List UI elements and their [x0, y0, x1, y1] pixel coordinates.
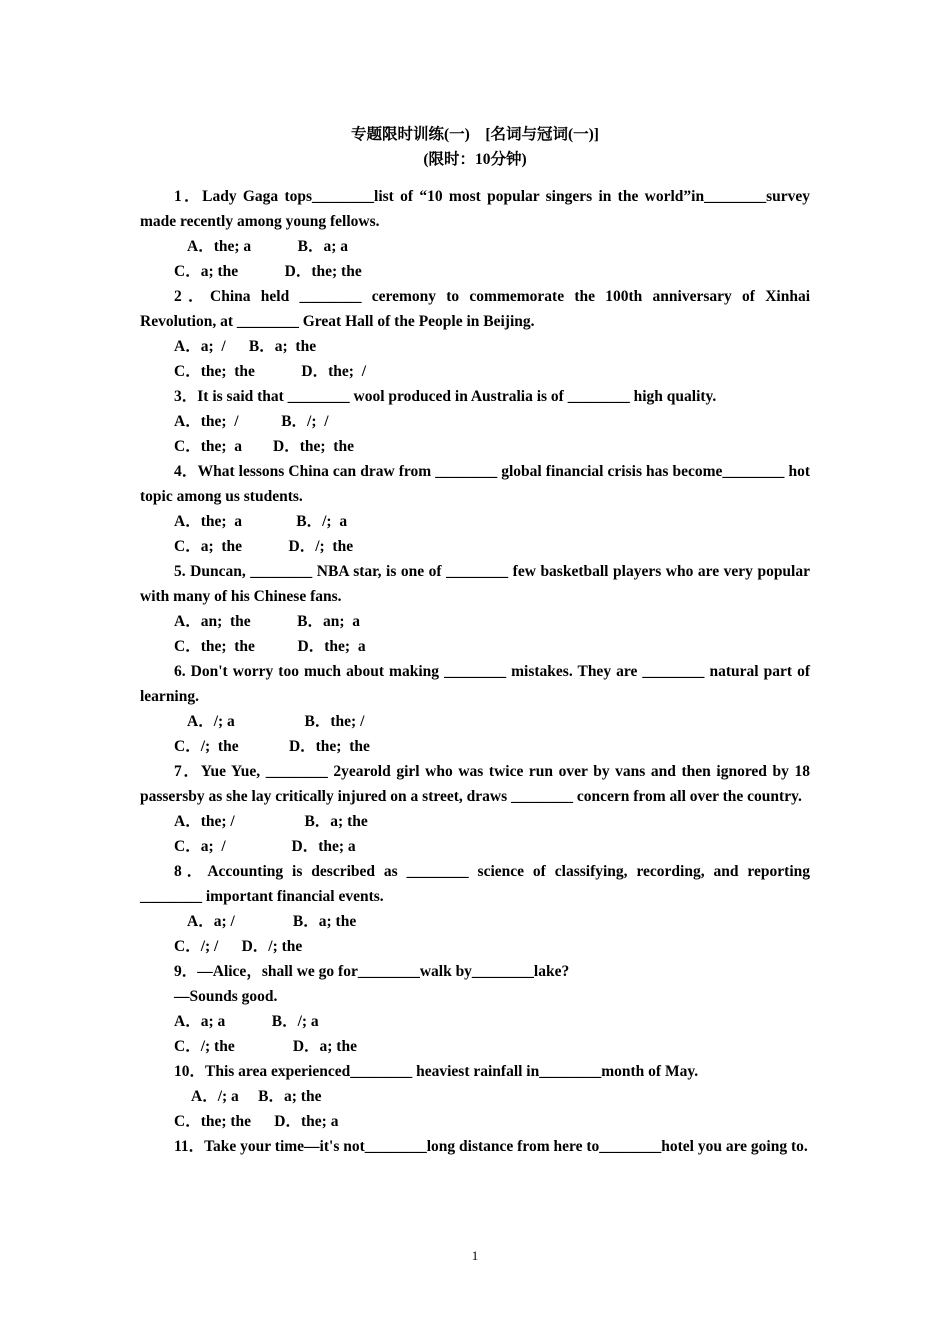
- document-page: [140, 122, 814, 1159]
- question-stem: 7．Yue Yue, ________ 2yearold girl who was twice run over by vans and then ignored by 18 passersby as she lay critically injured on a street, draws ________ concern from all over the country.: [140, 763, 814, 805]
- question-options: A．the; a B．/; a: [174, 513, 348, 530]
- question-options: C．the; the D．the; a: [174, 638, 366, 655]
- question-options: A．an; the B．an; a: [174, 613, 361, 630]
- question-stem: 6. Don't worry too much about making ________ mistakes. They are ________ natural part of learning.: [140, 663, 814, 705]
- question-stem: 11．Take your time—it's not________long distance from here to________hotel you are going to.: [174, 1138, 808, 1155]
- question-options: A．the; / B．a; the: [174, 813, 368, 830]
- question-options: A．the; a B．a; a: [187, 238, 349, 255]
- page-number: 1: [471, 1248, 479, 1263]
- page-subtitle: (限时：10分钟): [423, 151, 527, 168]
- question-options: C．the; the D．the; a: [174, 1113, 339, 1130]
- question-options: A．the; / B．/; /: [174, 413, 329, 430]
- question-response: —Sounds good.: [174, 988, 278, 1005]
- page-title: 专题限时训练(一) [名词与冠词(一)]: [351, 126, 599, 143]
- question-stem: 1．Lady Gaga tops________list of “10 most popular singers in the world”in________survey made recently among young fellows.: [140, 188, 814, 230]
- question-stem: 4．What lessons China can draw from ________ global financial crisis has become________ hot topic among us students.: [140, 463, 814, 505]
- question-options: C．/; / D．/; the: [174, 938, 303, 955]
- question-options: C．/; the D．a; the: [174, 1038, 357, 1055]
- question-options: A．a; / B．a; the: [174, 338, 317, 355]
- question-stem: 3．It is said that ________ wool produced in Australia is of ________ high quality.: [174, 388, 717, 405]
- question-options: C．a; the D．/; the: [174, 538, 354, 555]
- question-options: C．/; the D．the; the: [174, 738, 370, 755]
- question-stem: 5. Duncan, ________ NBA star, is one of ________ few basketball players who are very popular with many of his Chinese fans.: [140, 563, 814, 605]
- question-options: A．a; a B．/; a: [174, 1013, 319, 1030]
- question-stem: 2．China held ________ ceremony to commemorate the 100th anniversary of Xinhai Revolution, at ________ Great Hall of the People in Beijing.: [140, 288, 814, 330]
- question-options: C．the; a D．the; the: [174, 438, 354, 455]
- question-options: C．a; / D．the; a: [174, 838, 356, 855]
- question-stem: 9．—Alice，shall we go for________walk by________lake?: [174, 963, 570, 980]
- question-options: A．/; a B．a; the: [191, 1088, 322, 1105]
- question-options: C．a; the D．the; the: [174, 263, 362, 280]
- question-options: C．the; the D．the; /: [174, 363, 367, 380]
- question-stem: 10．This area experienced________ heaviest rainfall in________month of May.: [174, 1063, 699, 1080]
- question-stem: 8．Accounting is described as ________ science of classifying, recording, and reporting ________ important financial events.: [140, 863, 814, 905]
- question-options: A．a; / B．a; the: [187, 913, 357, 930]
- question-options: A．/; a B．the; /: [187, 713, 365, 730]
